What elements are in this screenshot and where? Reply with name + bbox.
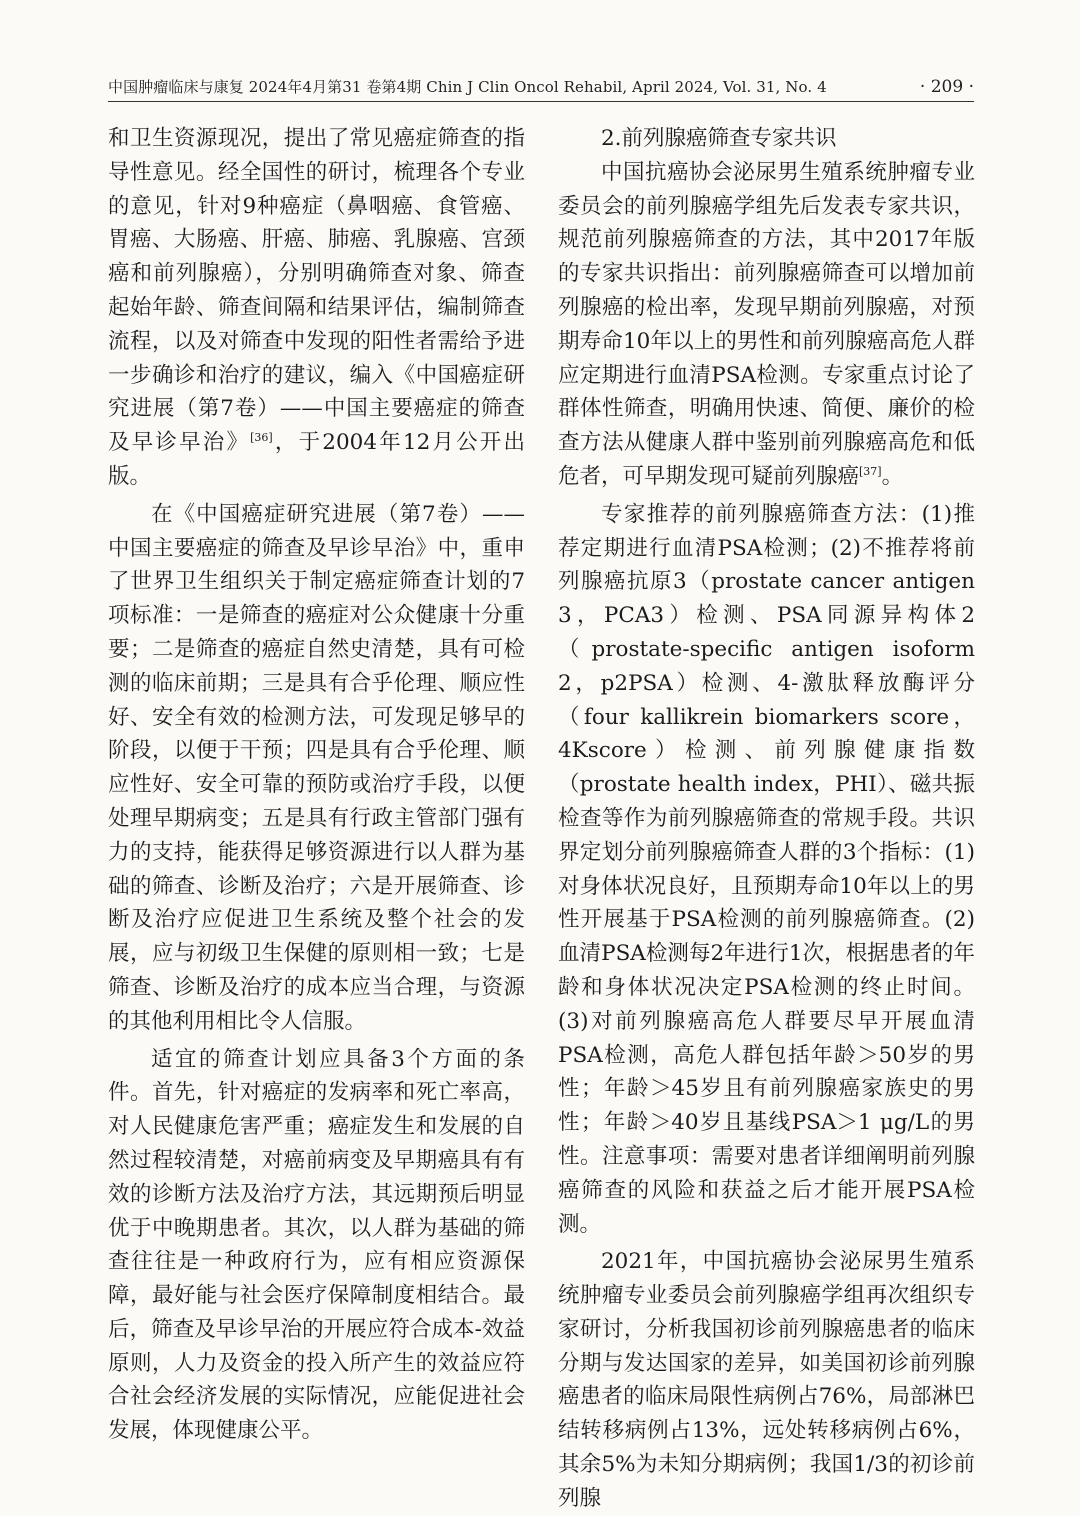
- running-header: [108, 74, 974, 102]
- paragraph-text: 和卫生资源现况，提出了常见癌症筛查的指导性意见。经全国性的研讨，梳理各个专业的意见，针对9种癌症（鼻咽癌、食管癌、胃癌、大肠癌、肝癌、肺癌、乳腺癌、宫颈癌和前列腺癌），分别明确筛查对象、筛查起始年龄、筛查间隔和结果评估，编制筛查流程，以及对筛查中发现的阳性者需给予进一步确诊和治疗的建议，编入《中国癌症研究进展（第7卷）——中国主要癌症的筛查及早诊早治》: [108, 126, 525, 456]
- paragraph-who-criteria: 在《中国癌症研究进展（第7卷）——中国主要癌症的筛查及早诊早治》中，重申了世界卫生组织关于制定癌症筛查计划的7项标准：一是筛查的癌症对公众健康十分重要；二是筛查的癌症自然史清楚，具有可检测的临床前期；三是具有合乎伦理、顺应性好、安全有效的检测方法，可发现足够早的阶段，以便于干预；四是具有合乎伦理、顺应性好、安全可靠的预防或治疗手段，以便处理早期病变；五是具有行政主管部门强有力的支持，能获得足够资源进行以人群为基础的筛查、诊断及治疗；六是开展筛查、诊断及治疗应促进卫生系统及整个社会的发展，应与初级卫生保健的原则相一致；七是筛查、诊断及治疗的成本应当合理，与资源的其他利用相比令人信服。: [108, 501, 525, 1034]
- paragraph-continued: [108, 122, 525, 494]
- paragraph-screening-conditions: 适宜的筛查计划应具备3个方面的条件。首先，针对癌症的发病率和死亡率高，对人民健康危害严重；癌症发生和发展的自然过程较清楚，对癌前病变及早期癌具有有效的诊断方法及治疗方法，其远期预后明显优于中晚期患者。其次，以人群为基础的筛查往往是一种政府行为，应有相应资源保障，最好能与社会医疗保障制度相结合。最后，筛查及早诊早治的开展应符合成本-效益原则，人力及资金的投入所产生的效益应符合社会经济发展的实际情况，应能促进社会发展，体现健康公平。: [108, 1046, 525, 1444]
- paragraph-text-tail: 。: [881, 463, 904, 489]
- paragraph-text: 中国抗癌协会泌尿男生殖系统肿瘤专业委员会的前列腺癌学组先后发表专家共识，规范前列腺癌筛查的方法，其中2017年版的专家共识指出：前列腺癌筛查可以增加前列腺癌的检出率，发现早期前列腺癌，对预期寿命10年以上的男性和前列腺癌高危人群应定期进行血清PSA检测。专家重点讨论了群体性筛查，明确用快速、简便、廉价的检查方法从健康人群中鉴别前列腺癌高危和低危者，可早期发现可疑前列腺癌: [558, 159, 975, 489]
- journal-citation: 中国肿瘤临床与康复 2024年4月第31 卷第4期 Chin J Clin Oncol Rehabil, April 2024, Vol. 31, No. 4: [108, 78, 827, 96]
- reference-mark: [37]: [859, 464, 882, 478]
- paragraph-2021-update: 2021年，中国抗癌协会泌尿男生殖系统肿瘤专业委员会前列腺癌学组再次组织专家研讨，分析我国初诊前列腺癌患者的临床分期与发达国家的差异，如美国初诊前列腺癌患者的临床局限性病例占76%，局部淋巴结转移病例占13%，远处转移病例占6%，其余5%为未知分期病例；我国1/3的初诊前列腺: [558, 1249, 975, 1511]
- paragraph-consensus: [558, 156, 975, 494]
- left-column: [108, 122, 525, 1448]
- section-heading: 2.前列腺癌筛查专家共识: [601, 126, 837, 151]
- paragraph-recommended-methods: 专家推荐的前列腺癌筛查方法：(1)推荐定期进行血清PSA检测；(2)不推荐将前列腺癌抗原3（prostate cancer antigen 3，PCA3）检测、PSA同源异构体2（prostate-specific antigen isoform 2，p2PSA）检测、4-激肽释放酶评分（four kallikrein biomarkers score，4Kscore）检测、前列腺健康指数（prostate health index，PHI）、磁共振检查等作为前列腺癌筛查的常规手段。共识界定划分前列腺癌筛查人群的3个指标：(1)对身体状况良好，且预期寿命10年以上的男性开展基于PSA检测的前列腺癌筛查。(2)血清PSA检测每2年进行1次，根据患者的年龄和身体状况决定PSA检测的终止时间。(3)对前列腺癌高危人群要尽早开展血清PSA检测，高危人群包括年龄＞50岁的男性；年龄＞45岁且有前列腺癌家族史的男性；年龄＞40岁且基线PSA＞1 μg/L的男性。注意事项：需要对患者详细阐明前列腺癌筛查的风险和获益之后才能开展PSA检测。: [558, 501, 975, 1237]
- paragraph-text-tail: ，于2004年12月公开出版。: [108, 430, 525, 489]
- right-column: [558, 122, 975, 1516]
- reference-mark: [36]: [250, 431, 273, 445]
- page-number: · 209 ·: [919, 77, 974, 97]
